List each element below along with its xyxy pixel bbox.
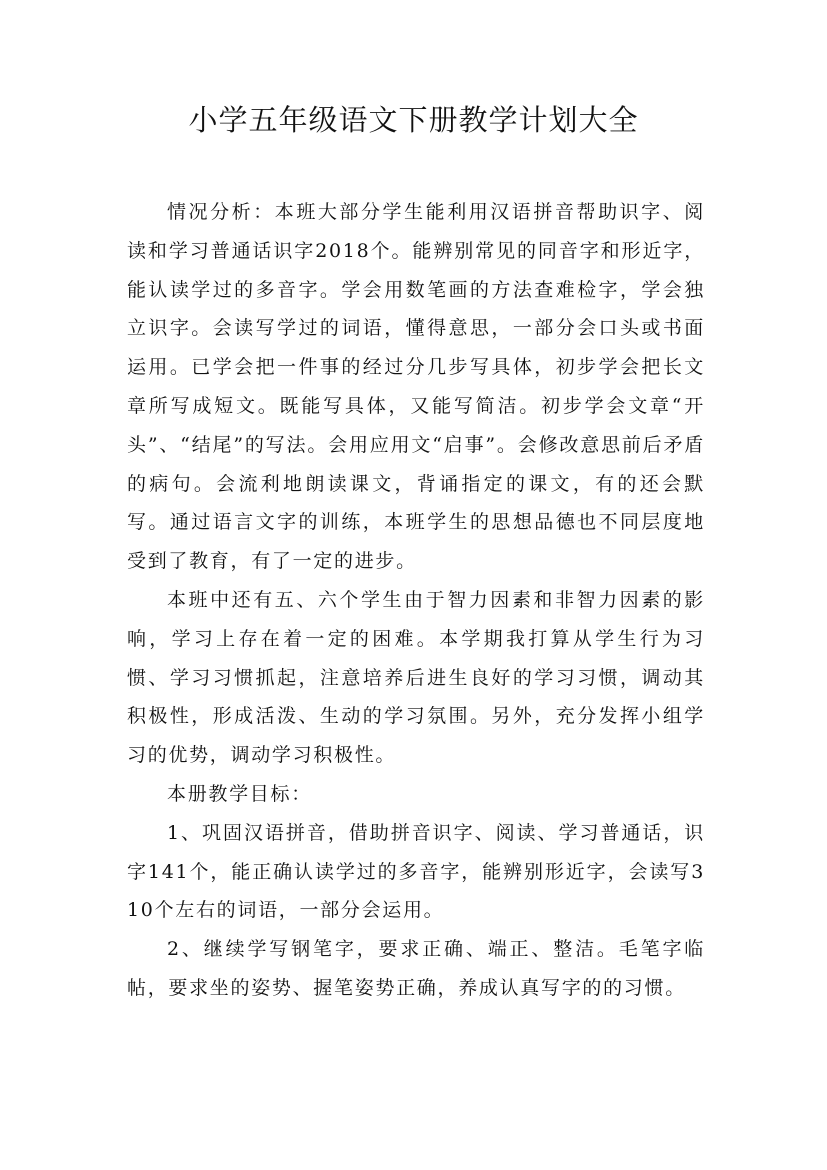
paragraph-goal-1: 1、巩固汉语拼音，借助拼音识字、阅读、学习普通话，识字141个，能正确认读学过的多音字，能辨别形近字，会读写310个左右的词语，一部分会运用。	[127, 821, 705, 922]
paragraph-goal-2: 2、继续学写钢笔字，要求正确、端正、整洁。毛笔字临帖，要求坐的姿势、握笔姿势正确，养成认真写字的的习惯。	[127, 938, 705, 999]
paragraph-goals-heading: 本册教学目标：	[167, 782, 312, 805]
document-body	[127, 193, 705, 1008]
paragraph-situation-analysis: 情况分析：本班大部分学生能利用汉语拼音帮助识字、阅读和学习普通话识字2018个。能辨别常见的同音字和形近字，能认读学过的多音字。学会用数笔画的方法查难检字，学会独立识字。会读写学过的词语，懂得意思，一部分会口头或书面运用。已学会把一件事的经过分几步写具体，初步学会把长文章所写成短文。既能写具体，又能写简洁。初步学会文章“开头”、“结尾”的写法。会用应用文“启事”。会修改意思前后矛盾的病句。会流利地朗读课文，背诵指定的课文，有的还会默写。通过语言文字的训练，本班学生的思想品德也不同层度地受到了教育，有了一定的进步。	[127, 201, 705, 573]
document-title: 小学五年级语文下册教学计划大全	[188, 103, 639, 137]
paragraph-struggling-students: 本班中还有五、六个学生由于智力因素和非智力因素的影响，学习上存在着一定的困难。本学期我打算从学生行为习惯、学习习惯抓起，注意培养后进生良好的学习习惯，调动其积极性，形成活泼、生动的学习氛围。另外，充分发挥小组学习的优势，调动学习积极性。	[127, 588, 705, 767]
